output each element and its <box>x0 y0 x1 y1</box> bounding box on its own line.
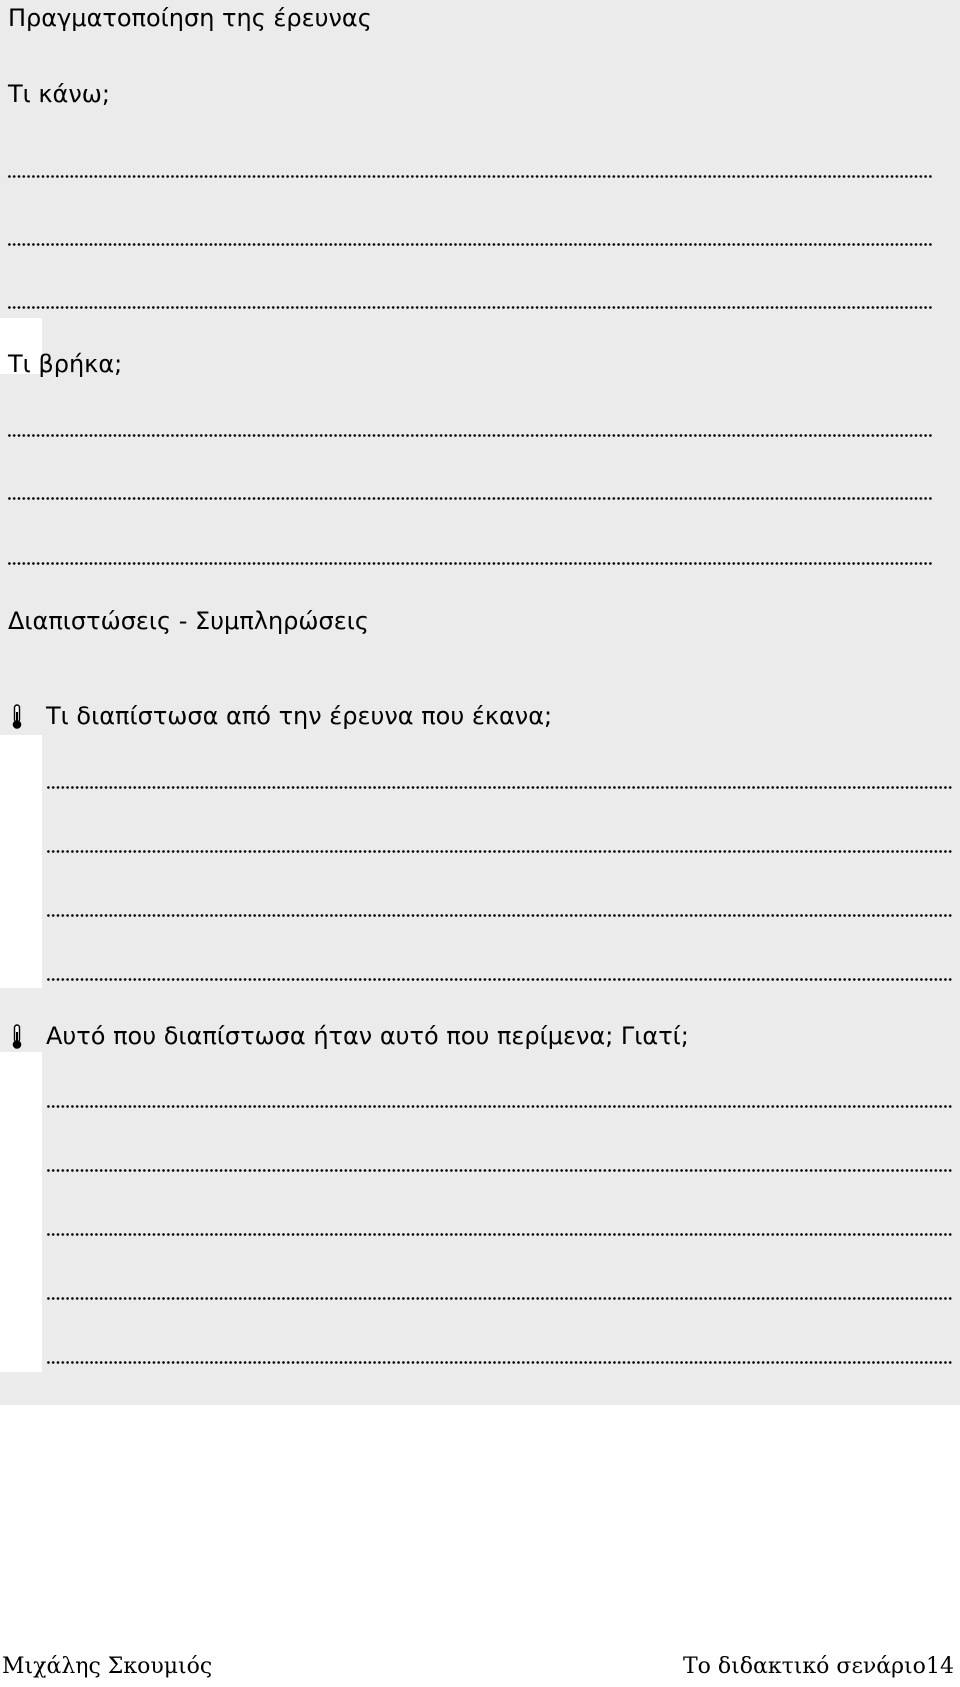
answer-line[interactable] <box>7 306 932 309</box>
answer-line[interactable] <box>46 1105 952 1108</box>
section-title-research: Πραγματοποίηση της έρευνας <box>8 4 372 32</box>
thermometer-icon <box>10 704 24 730</box>
answer-line[interactable] <box>7 562 932 565</box>
section-title-findings: Διαπιστώσεις - Συμπληρώσεις <box>8 607 369 635</box>
page-number: 14 <box>926 1654 954 1679</box>
question-expected: Αυτό που διαπίστωσα ήταν αυτό που περίμενα; Γιατί; <box>46 1022 689 1050</box>
margin-gap <box>0 735 42 988</box>
question-what-found: Τι βρήκα; <box>8 350 123 378</box>
footer-doc-title: Το διδακτικό σενάριο <box>683 1654 926 1679</box>
answer-line[interactable] <box>46 1233 952 1236</box>
answer-line[interactable] <box>46 786 952 789</box>
answer-line[interactable] <box>7 497 932 500</box>
answer-line[interactable] <box>46 914 952 917</box>
bullet-row <box>0 1020 960 1054</box>
answer-line[interactable] <box>7 175 932 178</box>
question-findings: Τι διαπίστωσα από την έρευνα που έκανα; <box>46 702 553 730</box>
answer-line[interactable] <box>46 1297 952 1300</box>
answer-line[interactable] <box>46 1169 952 1172</box>
answer-line[interactable] <box>46 978 952 981</box>
question-what-do: Τι κάνω; <box>8 80 110 108</box>
bullet-row <box>0 700 960 734</box>
answer-line[interactable] <box>46 850 952 853</box>
thermometer-icon <box>10 1024 24 1050</box>
answer-line[interactable] <box>7 434 932 437</box>
answer-line[interactable] <box>7 243 932 246</box>
footer-author: Μιχάλης Σκουμιός <box>2 1654 213 1679</box>
answer-line[interactable] <box>46 1361 952 1364</box>
margin-gap <box>0 1052 42 1372</box>
